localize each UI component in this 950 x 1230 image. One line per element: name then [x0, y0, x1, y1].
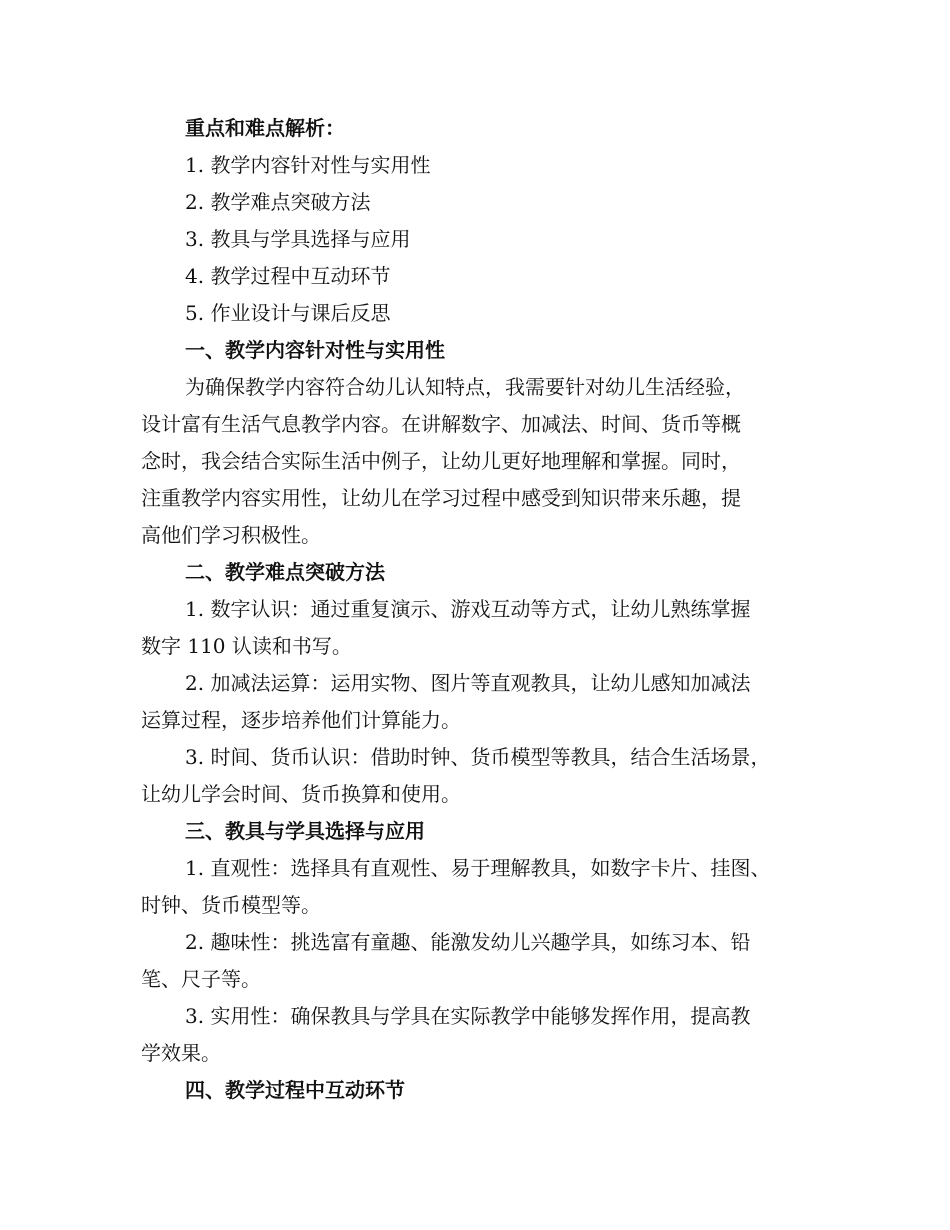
list-item-line: 时钟、货币模型等。: [141, 893, 321, 917]
list-item-line: 学效果。: [141, 1041, 221, 1065]
paragraph-line: 注重教学内容实用性，让幼儿在学习过程中感受到知识带来乐趣，提: [141, 486, 741, 510]
list-item-line: 2. 加减法运算：运用实物、图片等直观教具，让幼儿感知加减法: [185, 671, 751, 695]
list-item-line: 数字 110 认读和书写。: [141, 634, 352, 658]
toc-item: 1. 教学内容针对性与实用性: [185, 153, 431, 177]
toc-item: 3. 教具与学具选择与应用: [185, 227, 411, 251]
toc-item: 4. 教学过程中互动环节: [185, 264, 391, 288]
list-item-line: 笔、尺子等。: [141, 967, 261, 991]
toc-item: 2. 教学难点突破方法: [185, 190, 371, 214]
paragraph-line: 为确保教学内容符合幼儿认知特点，我需要针对幼儿生活经验，: [185, 375, 745, 399]
list-item-line: 1. 数字认识：通过重复演示、游戏互动等方式，让幼儿熟练掌握: [185, 597, 751, 621]
section-title: 四、教学过程中互动环节: [185, 1078, 405, 1102]
section-title: 二、教学难点突破方法: [185, 560, 385, 584]
list-item-line: 3. 时间、货币认识：借助时钟、货币模型等教具，结合生活场景，: [185, 745, 771, 769]
toc-item: 5. 作业设计与课后反思: [185, 301, 391, 325]
paragraph-line: 念时，我会结合实际生活中例子，让幼儿更好地理解和掌握。同时，: [141, 449, 741, 473]
section-title: 一、教学内容针对性与实用性: [185, 338, 445, 362]
list-item-line: 运算过程，逐步培养他们计算能力。: [141, 708, 461, 732]
page-heading: 重点和难点解析：: [185, 116, 345, 140]
list-item-line: 3. 实用性：确保教具与学具在实际教学中能够发挥作用，提高教: [185, 1004, 751, 1028]
section-title: 三、教具与学具选择与应用: [185, 819, 425, 843]
list-item-line: 1. 直观性：选择具有直观性、易于理解教具，如数字卡片、挂图、: [185, 856, 771, 880]
list-item-line: 让幼儿学会时间、货币换算和使用。: [141, 782, 461, 806]
list-item-line: 2. 趣味性：挑选富有童趣、能激发幼儿兴趣学具，如练习本、铅: [185, 930, 751, 954]
paragraph-line: 设计富有生活气息教学内容。在讲解数字、加减法、时间、货币等概: [141, 412, 741, 436]
paragraph-line: 高他们学习积极性。: [141, 523, 321, 547]
